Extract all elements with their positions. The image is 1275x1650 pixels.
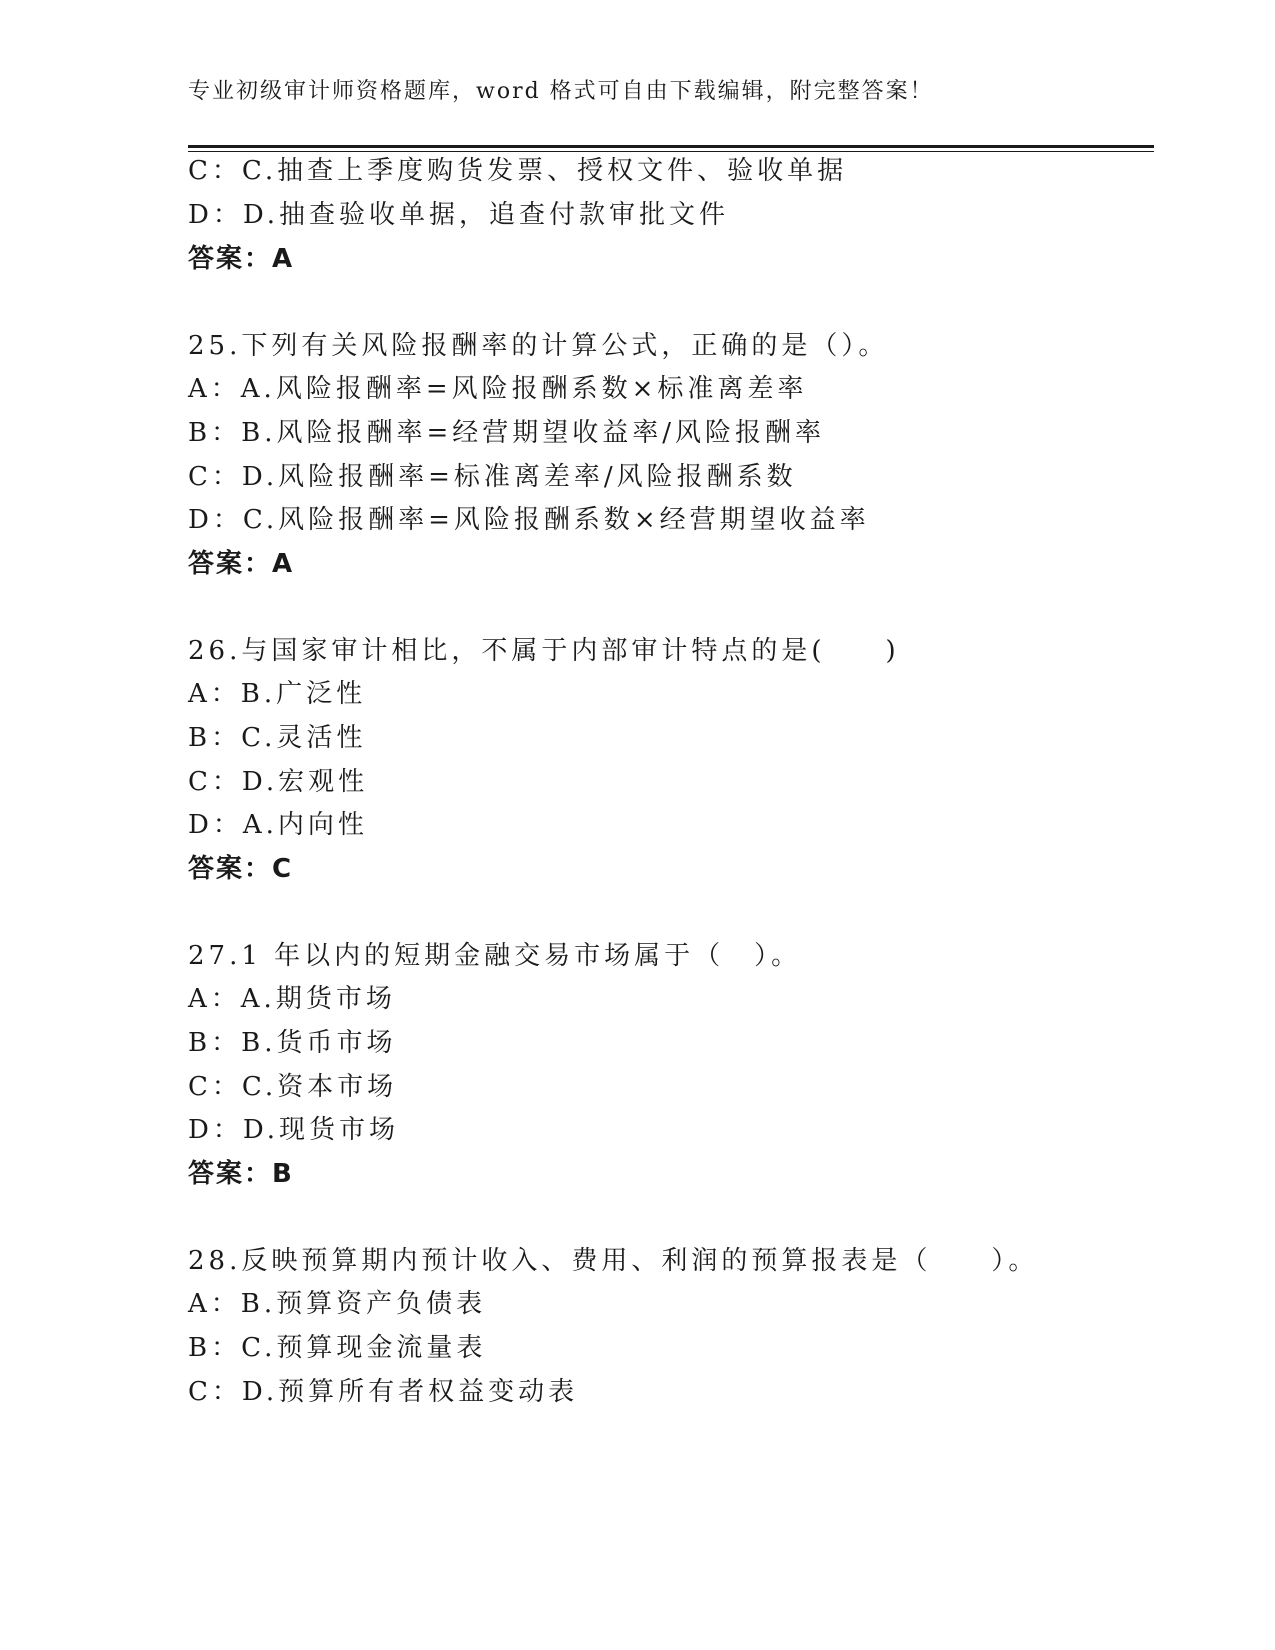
question-stem: 26.与国家审计相比，不属于内部审计特点的是( ): [188, 636, 900, 666]
answer-line: 答案：B: [188, 1159, 294, 1189]
question-stem: 27.1 年以内的短期金融交易市场属于（ ）。: [188, 941, 802, 971]
option-line: A：A.风险报酬率=风险报酬系数×标准离差率: [188, 374, 808, 404]
option-line: C：D.预算所有者权益变动表: [188, 1377, 579, 1407]
question-stem: 25.下列有关风险报酬率的计算公式，正确的是（）。: [188, 331, 889, 361]
question-stem: 28.反映预算期内预计收入、费用、利润的预算报表是（ ）。: [188, 1246, 1039, 1276]
option-line: C：D.宏观性: [188, 767, 369, 797]
answer-line: 答案：A: [188, 549, 295, 579]
option-line: B：B.风险报酬率=经营期望收益率/风险报酬率: [188, 418, 826, 448]
answer-line: 答案：A: [188, 244, 295, 274]
answer-line: 答案：C: [188, 854, 294, 884]
option-line: B：C.预算现金流量表: [188, 1333, 487, 1363]
option-line: B：C.灵活性: [188, 723, 367, 753]
option-line: D：C.风险报酬率=风险报酬系数×经营期望收益率: [188, 505, 870, 535]
header-rule-thick: [188, 145, 1154, 148]
option-line: D：D.抽查验收单据，追查付款审批文件: [188, 200, 730, 230]
option-line: D：A.内向性: [188, 810, 368, 840]
header-rule-thin: [188, 151, 1154, 152]
page-header: 专业初级审计师资格题库，word 格式可自由下载编辑，附完整答案！: [188, 79, 934, 104]
option-line: A：B.广泛性: [188, 679, 367, 709]
option-line: C：C.抽查上季度购货发票、授权文件、验收单据: [188, 156, 848, 186]
option-line: D：D.现货市场: [188, 1115, 400, 1145]
option-line: C：C.资本市场: [188, 1072, 398, 1102]
option-line: B：B.货币市场: [188, 1028, 397, 1058]
option-line: A：B.预算资产负债表: [188, 1289, 487, 1319]
option-line: A：A.期货市场: [188, 984, 396, 1014]
option-line: C：D.风险报酬率=标准离差率/风险报酬系数: [188, 462, 797, 492]
